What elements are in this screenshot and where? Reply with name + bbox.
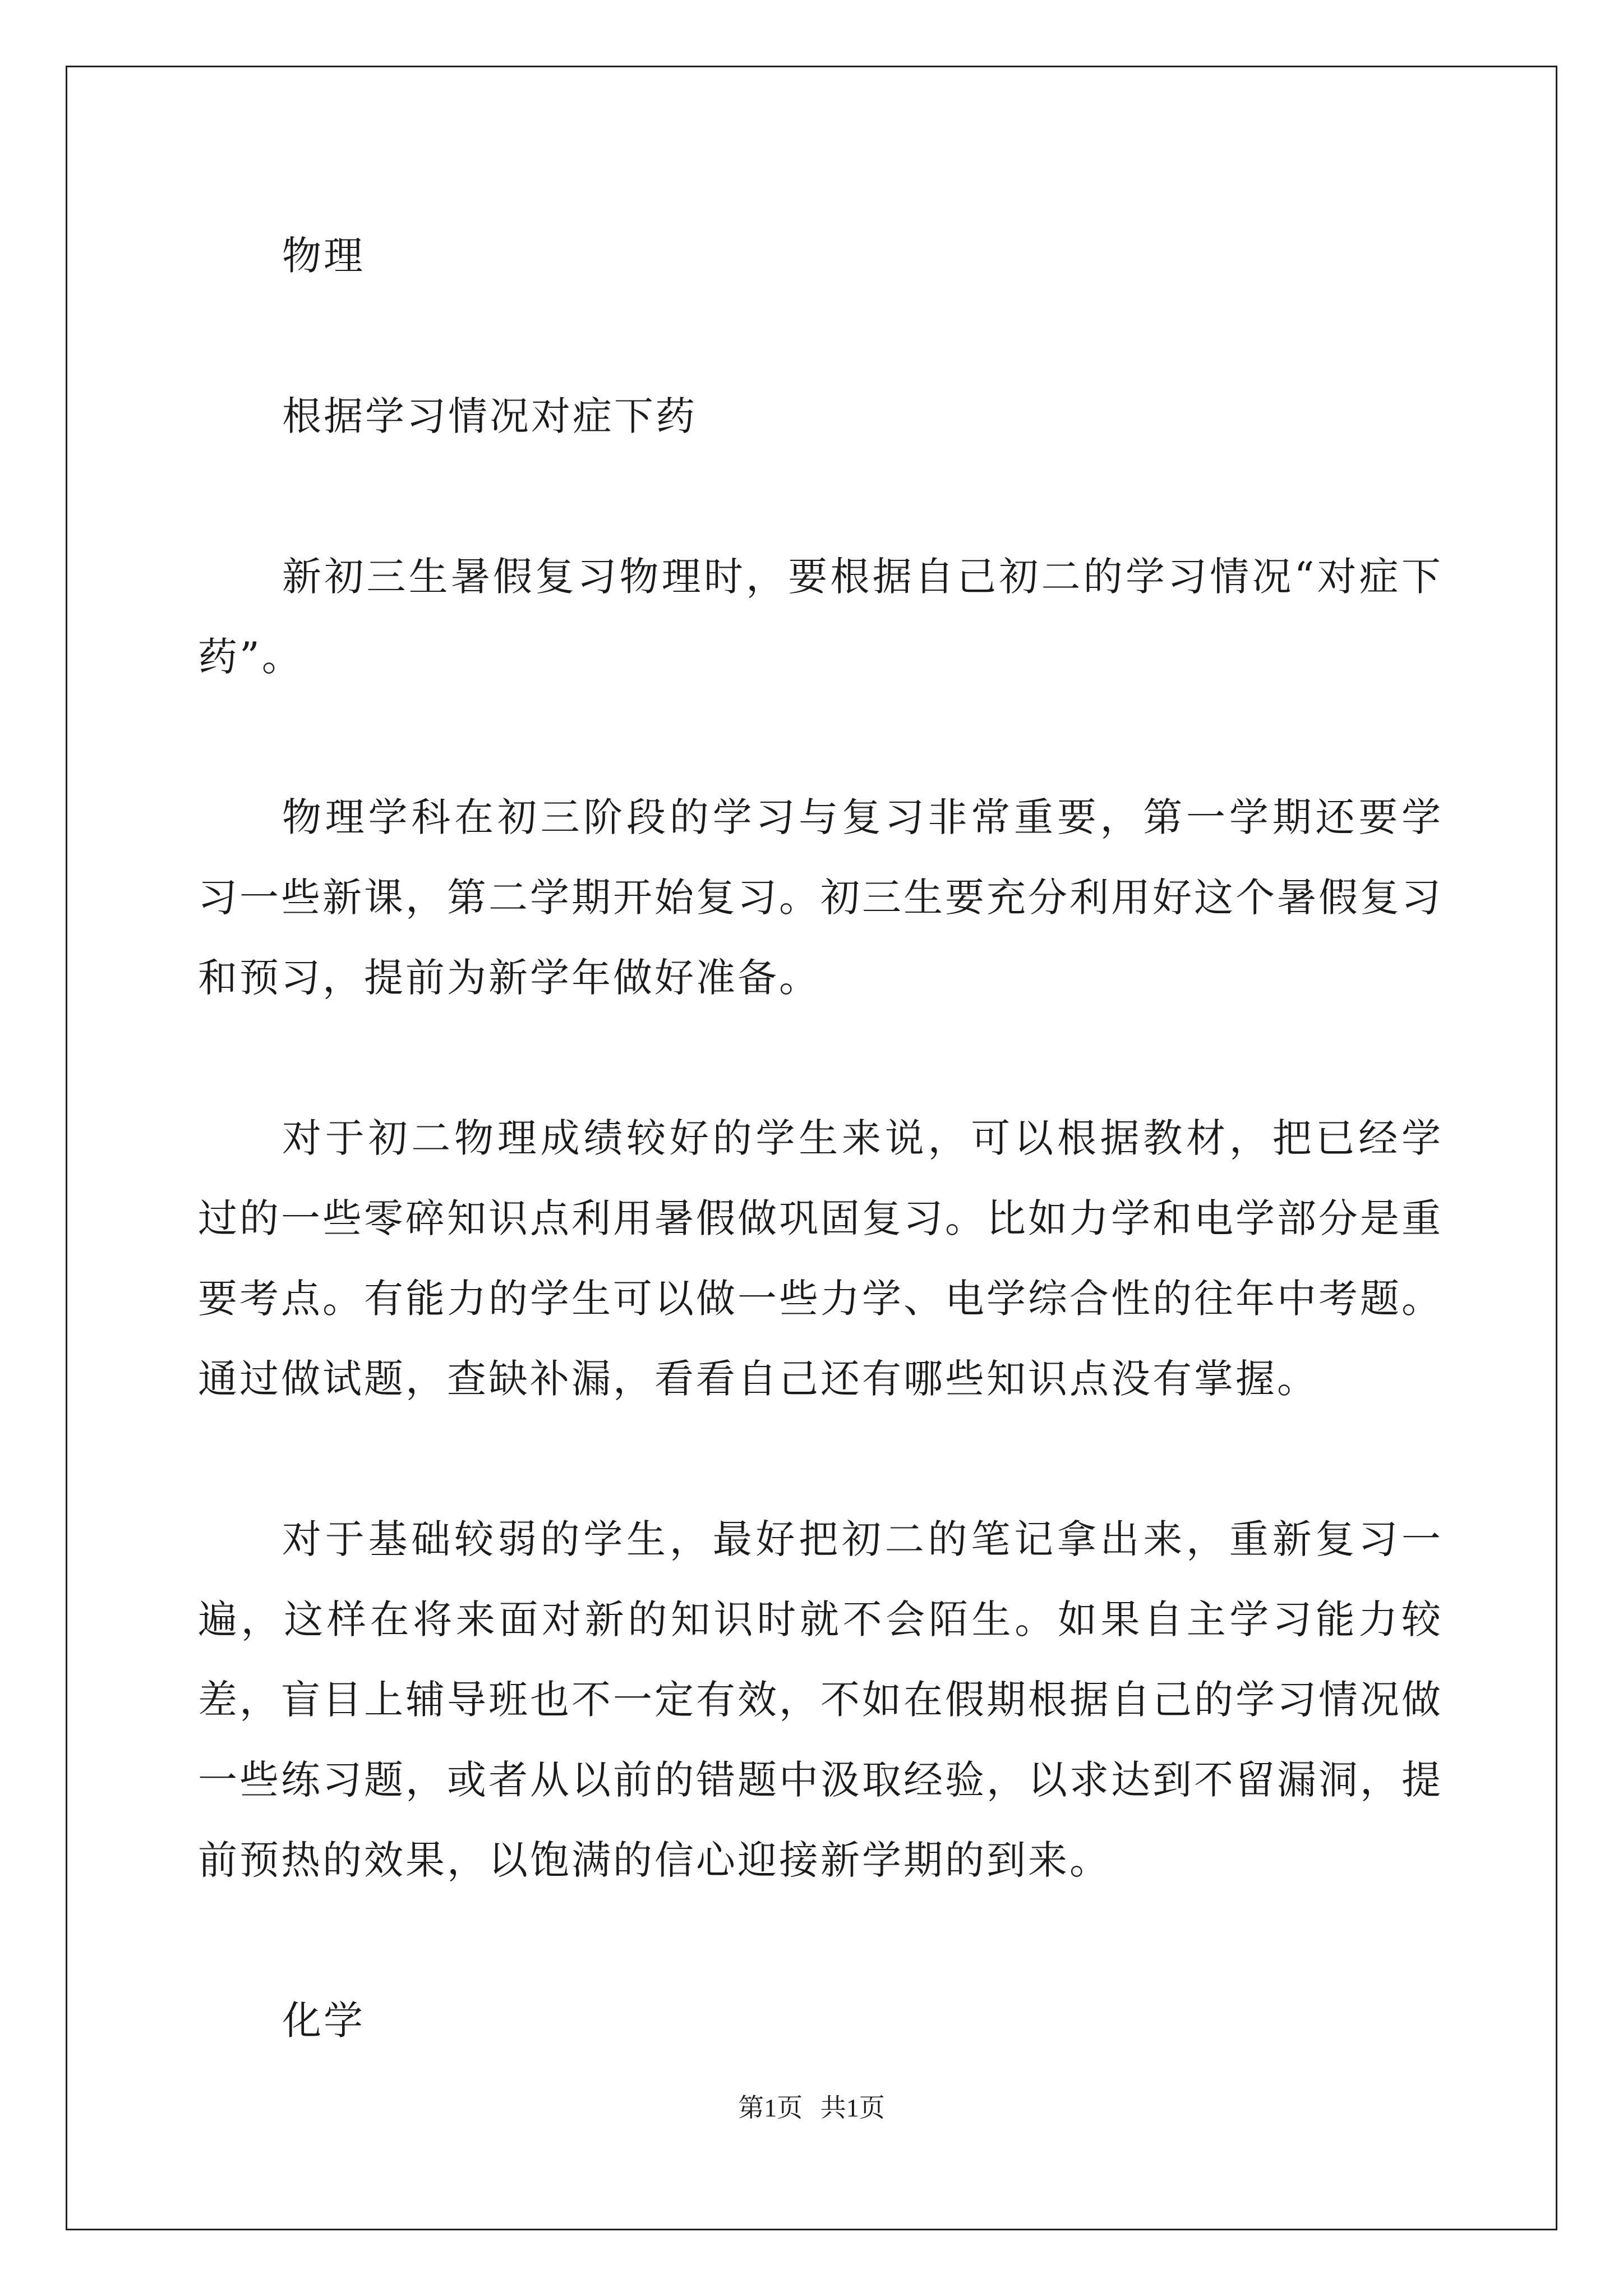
paragraph-gap xyxy=(198,296,1443,376)
document-body xyxy=(198,216,1443,2061)
paragraph-gap xyxy=(198,1018,1443,1098)
paragraph: 新初三生暑假复习物理时，要根据自己初二的学习情况“对症下药”。 xyxy=(198,554,1443,680)
page-number: 第1页 xyxy=(738,2093,803,2122)
paragraph-gap xyxy=(198,1901,1443,1981)
page-total: 共1页 xyxy=(820,2093,885,2122)
paragraph-gap xyxy=(198,1419,1443,1499)
paragraph-gap xyxy=(198,697,1443,777)
section-heading-physics: 物理 xyxy=(282,233,365,279)
paragraph: 对于基础较弱的学生，最好把初二的笔记拿出来，重新复习一遍，这样在将来面对新的知识时就不会陌生。如果自主学习能力较差，盲目上辅导班也不一定有效，不如在假期根据自己的学习情况做一些练习题，或者从以前的错题中汲取经验，以求达到不留漏洞，提前预热的效果，以饱满的信心迎接新学期的到来。 xyxy=(198,1516,1443,1883)
page-footer xyxy=(0,2091,1623,2125)
paragraph-gap xyxy=(198,457,1443,537)
section-heading-chemistry: 化学 xyxy=(282,1998,365,2044)
subheading: 根据学习情况对症下药 xyxy=(282,393,697,439)
paragraph: 对于初二物理成绩较好的学生来说，可以根据教材，把已经学过的一些零碎知识点利用暑假做巩固复习。比如力学和电学部分是重要考点。有能力的学生可以做一些力学、电学综合性的往年中考题。通过做试题，查缺补漏，看看自己还有哪些知识点没有掌握。 xyxy=(198,1115,1443,1402)
paragraph: 物理学科在初三阶段的学习与复习非常重要，第一学期还要学习一些新课，第二学期开始复习。初三生要充分利用好这个暑假复习和预习，提前为新学年做好准备。 xyxy=(198,794,1443,1001)
